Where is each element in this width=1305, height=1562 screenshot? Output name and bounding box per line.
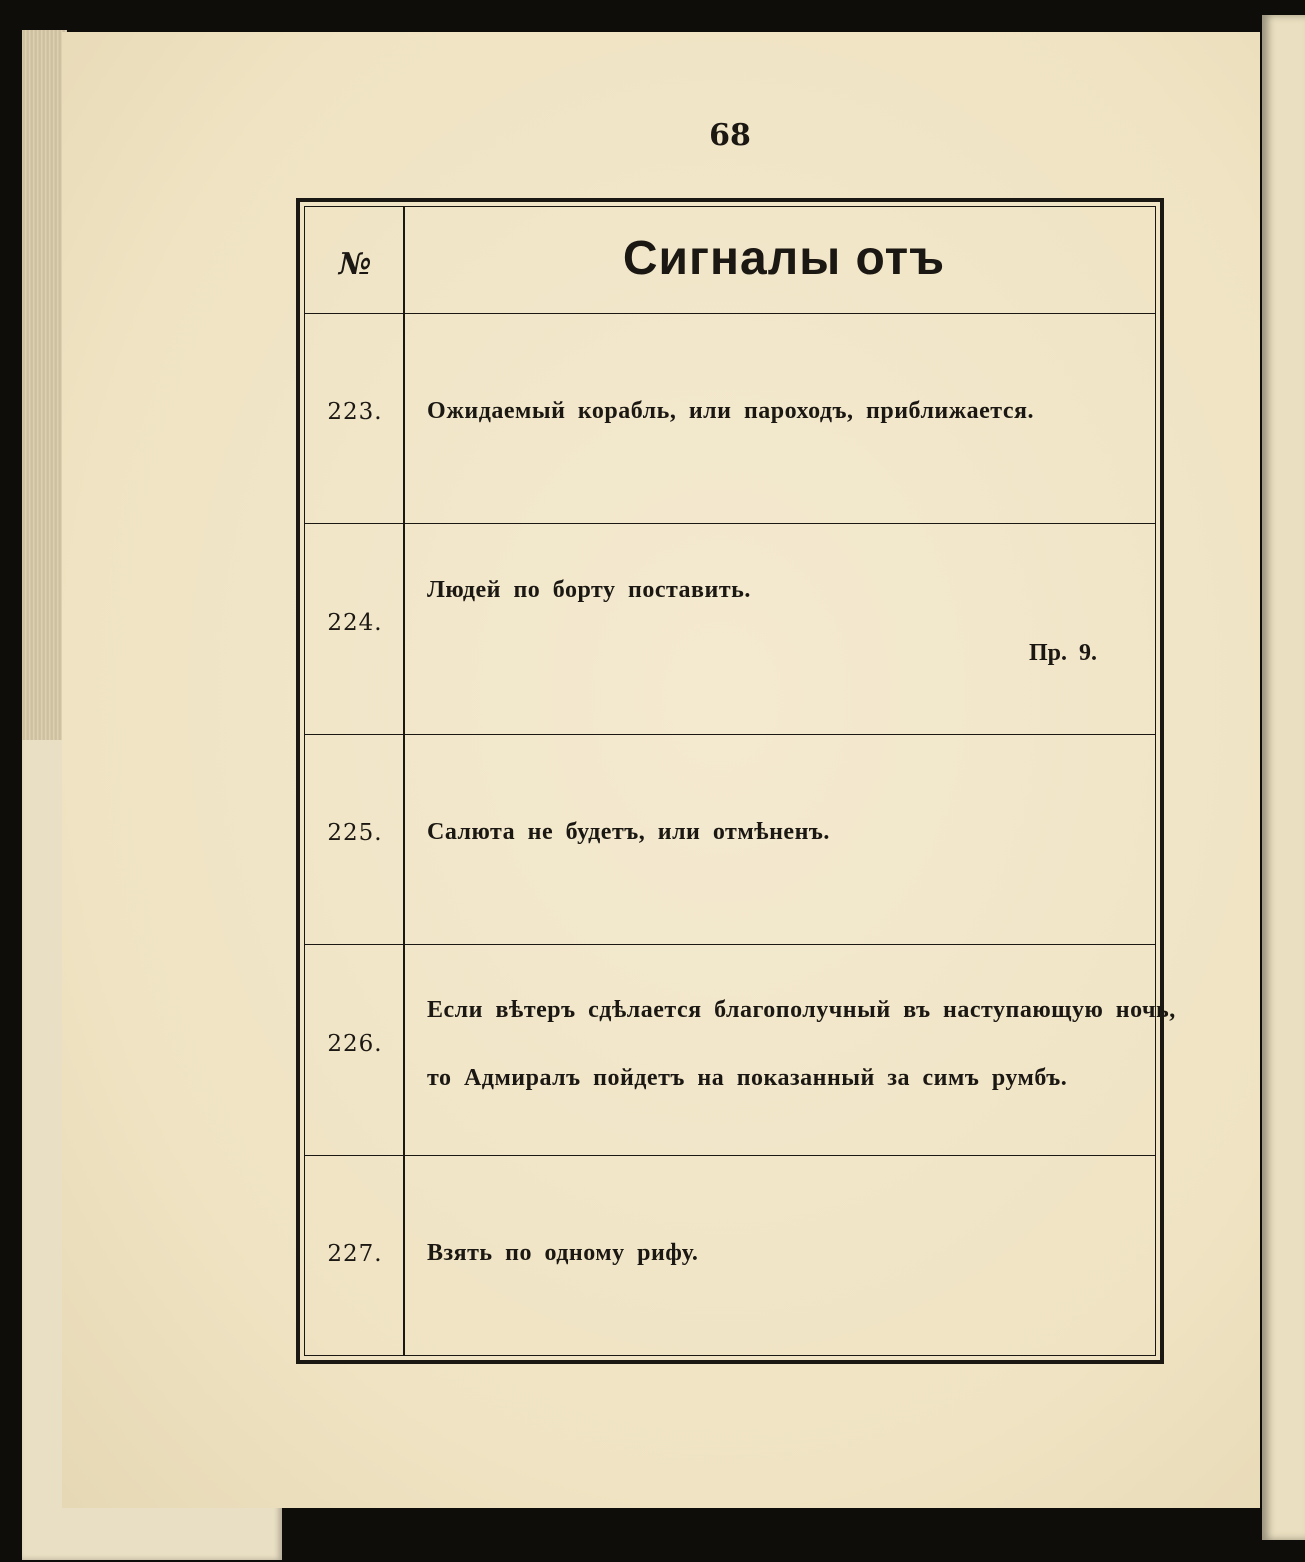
signal-text: Ожидаемый корабль, или пароходъ, приближается. xyxy=(427,398,1035,424)
signal-text: Салюта не будетъ, или отмѣненъ. xyxy=(427,819,830,845)
page-number: 68 xyxy=(709,118,751,153)
table-inner-border xyxy=(304,206,1176,1356)
signal-number: 227. xyxy=(327,1241,383,1267)
facing-page-edge xyxy=(1262,15,1305,1540)
signal-text: Людей по борту поставить. xyxy=(427,577,751,603)
signal-text: то Адмиралъ пойдетъ на показанный за симъ румбъ. xyxy=(427,1065,1068,1091)
row-divider xyxy=(305,313,1155,314)
page-edge-strip xyxy=(22,30,67,740)
signal-number: 226. xyxy=(327,1031,383,1057)
row-divider xyxy=(305,1155,1155,1156)
row-divider xyxy=(305,523,1155,524)
row-divider xyxy=(305,944,1155,945)
row-divider xyxy=(305,734,1155,735)
header-number-label: № xyxy=(338,247,372,282)
signal-text: Если вѣтеръ сдѣлается благополучный въ наступающую ночь, xyxy=(427,997,1176,1023)
signal-reference: Пр. 9. xyxy=(1028,640,1097,666)
header-title: Сигналы отъ xyxy=(622,232,946,285)
signal-number: 225. xyxy=(327,820,383,846)
signal-text: Взять по одному рифу. xyxy=(427,1240,699,1266)
signals-table xyxy=(296,198,1176,1364)
signal-number: 223. xyxy=(327,399,383,425)
signal-number: 224. xyxy=(327,610,383,636)
column-divider xyxy=(403,207,405,1355)
